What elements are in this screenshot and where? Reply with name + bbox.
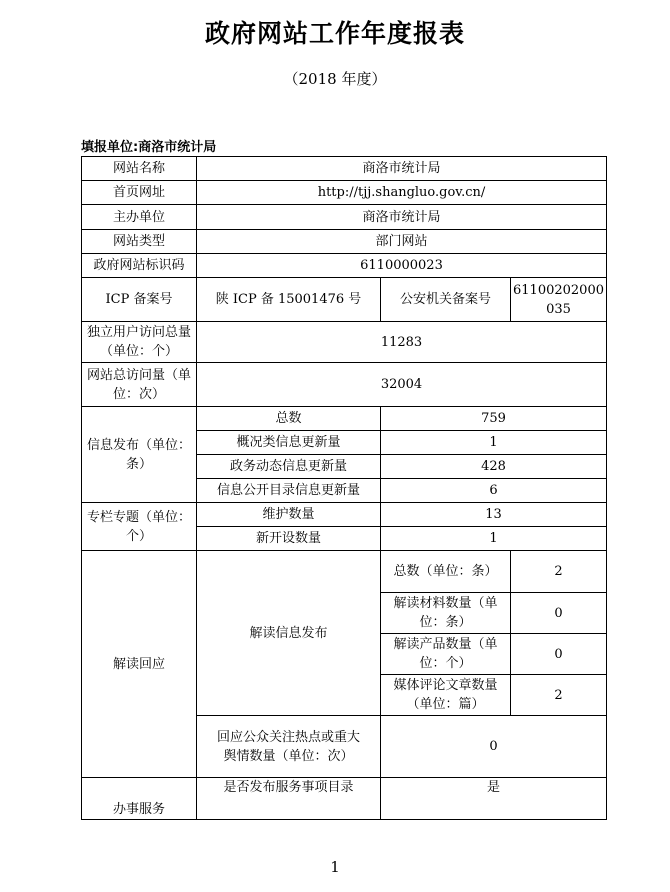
uv-value: 11283 <box>197 322 607 363</box>
page-title: 政府网站工作年度报表 <box>204 19 465 48</box>
table-row <box>82 205 607 230</box>
homepage-label: 首页网址 <box>82 181 197 205</box>
service-label: 办事服务 <box>82 778 197 820</box>
new-count-value: 1 <box>381 527 607 551</box>
column-topic-label: 专栏专题（单位：个） <box>82 503 197 551</box>
icp-value: 陕 ICP 备 15001476 号 <box>197 278 381 322</box>
service-catalog-label: 是否发布服务事项目录 <box>197 778 381 820</box>
table-row <box>82 778 607 820</box>
material-count-value: 0 <box>511 593 607 634</box>
uv-label: 独立用户访问总量（单位：个） <box>82 322 197 363</box>
report-table <box>81 156 607 820</box>
table-row <box>82 181 607 205</box>
site-name-value: 商洛市统计局 <box>197 157 607 181</box>
icp-label: ICP 备案号 <box>82 278 197 322</box>
report-year: （2018 年度） <box>283 70 387 88</box>
news-update-value: 428 <box>381 455 607 479</box>
table-row <box>82 157 607 181</box>
material-count-label: 解读材料数量（单位：条） <box>381 593 511 634</box>
site-code-label: 政府网站标识码 <box>82 254 197 278</box>
news-update-label: 政务动态信息更新量 <box>197 455 381 479</box>
info-release-label: 信息发布（单位：条） <box>82 407 197 503</box>
response-count-value: 0 <box>381 716 607 778</box>
site-type-value: 部门网站 <box>197 230 607 254</box>
table-row <box>82 322 607 363</box>
interpret-total-label: 总数（单位：条） <box>381 551 511 593</box>
info-total-label: 总数 <box>197 407 381 431</box>
sponsor-value: 商洛市统计局 <box>197 205 607 230</box>
table-row <box>82 230 607 254</box>
table-row <box>82 254 607 278</box>
response-count-label: 回应公众关注热点或重大舆情数量（单位：次） <box>197 716 381 778</box>
overview-update-label: 概况类信息更新量 <box>197 431 381 455</box>
pv-value: 32004 <box>197 363 607 407</box>
open-catalog-update-value: 6 <box>381 479 607 503</box>
media-article-label: 媒体评论文章数量（单位：篇） <box>381 675 511 716</box>
info-total-value: 759 <box>381 407 607 431</box>
site-name-label: 网站名称 <box>82 157 197 181</box>
overview-update-value: 1 <box>381 431 607 455</box>
page-number: 1 <box>330 858 340 876</box>
site-code-value: 6110000023 <box>197 254 607 278</box>
police-record-value: 61100202000035 <box>511 278 607 322</box>
table-row <box>82 503 607 527</box>
service-catalog-value: 是 <box>381 778 607 820</box>
table-row <box>82 278 607 322</box>
pv-label: 网站总访问量（单位：次） <box>82 363 197 407</box>
interpret-total-value: 2 <box>511 551 607 593</box>
maintain-count-label: 维护数量 <box>197 503 381 527</box>
product-count-value: 0 <box>511 634 607 675</box>
table-row <box>82 551 607 593</box>
interpret-label: 解读回应 <box>82 551 197 778</box>
sponsor-label: 主办单位 <box>82 205 197 230</box>
maintain-count-value: 13 <box>381 503 607 527</box>
product-count-label: 解读产品数量（单位：个） <box>381 634 511 675</box>
police-record-label: 公安机关备案号 <box>381 278 511 322</box>
new-count-label: 新开设数量 <box>197 527 381 551</box>
homepage-value: http://tjj.shangluo.gov.cn/ <box>197 181 607 205</box>
media-article-value: 2 <box>511 675 607 716</box>
reporting-unit: 填报单位:商洛市统计局 <box>81 140 217 155</box>
interpret-release-label: 解读信息发布 <box>197 551 381 716</box>
table-row <box>82 407 607 431</box>
table-row <box>82 363 607 407</box>
site-type-label: 网站类型 <box>82 230 197 254</box>
open-catalog-update-label: 信息公开目录信息更新量 <box>197 479 381 503</box>
